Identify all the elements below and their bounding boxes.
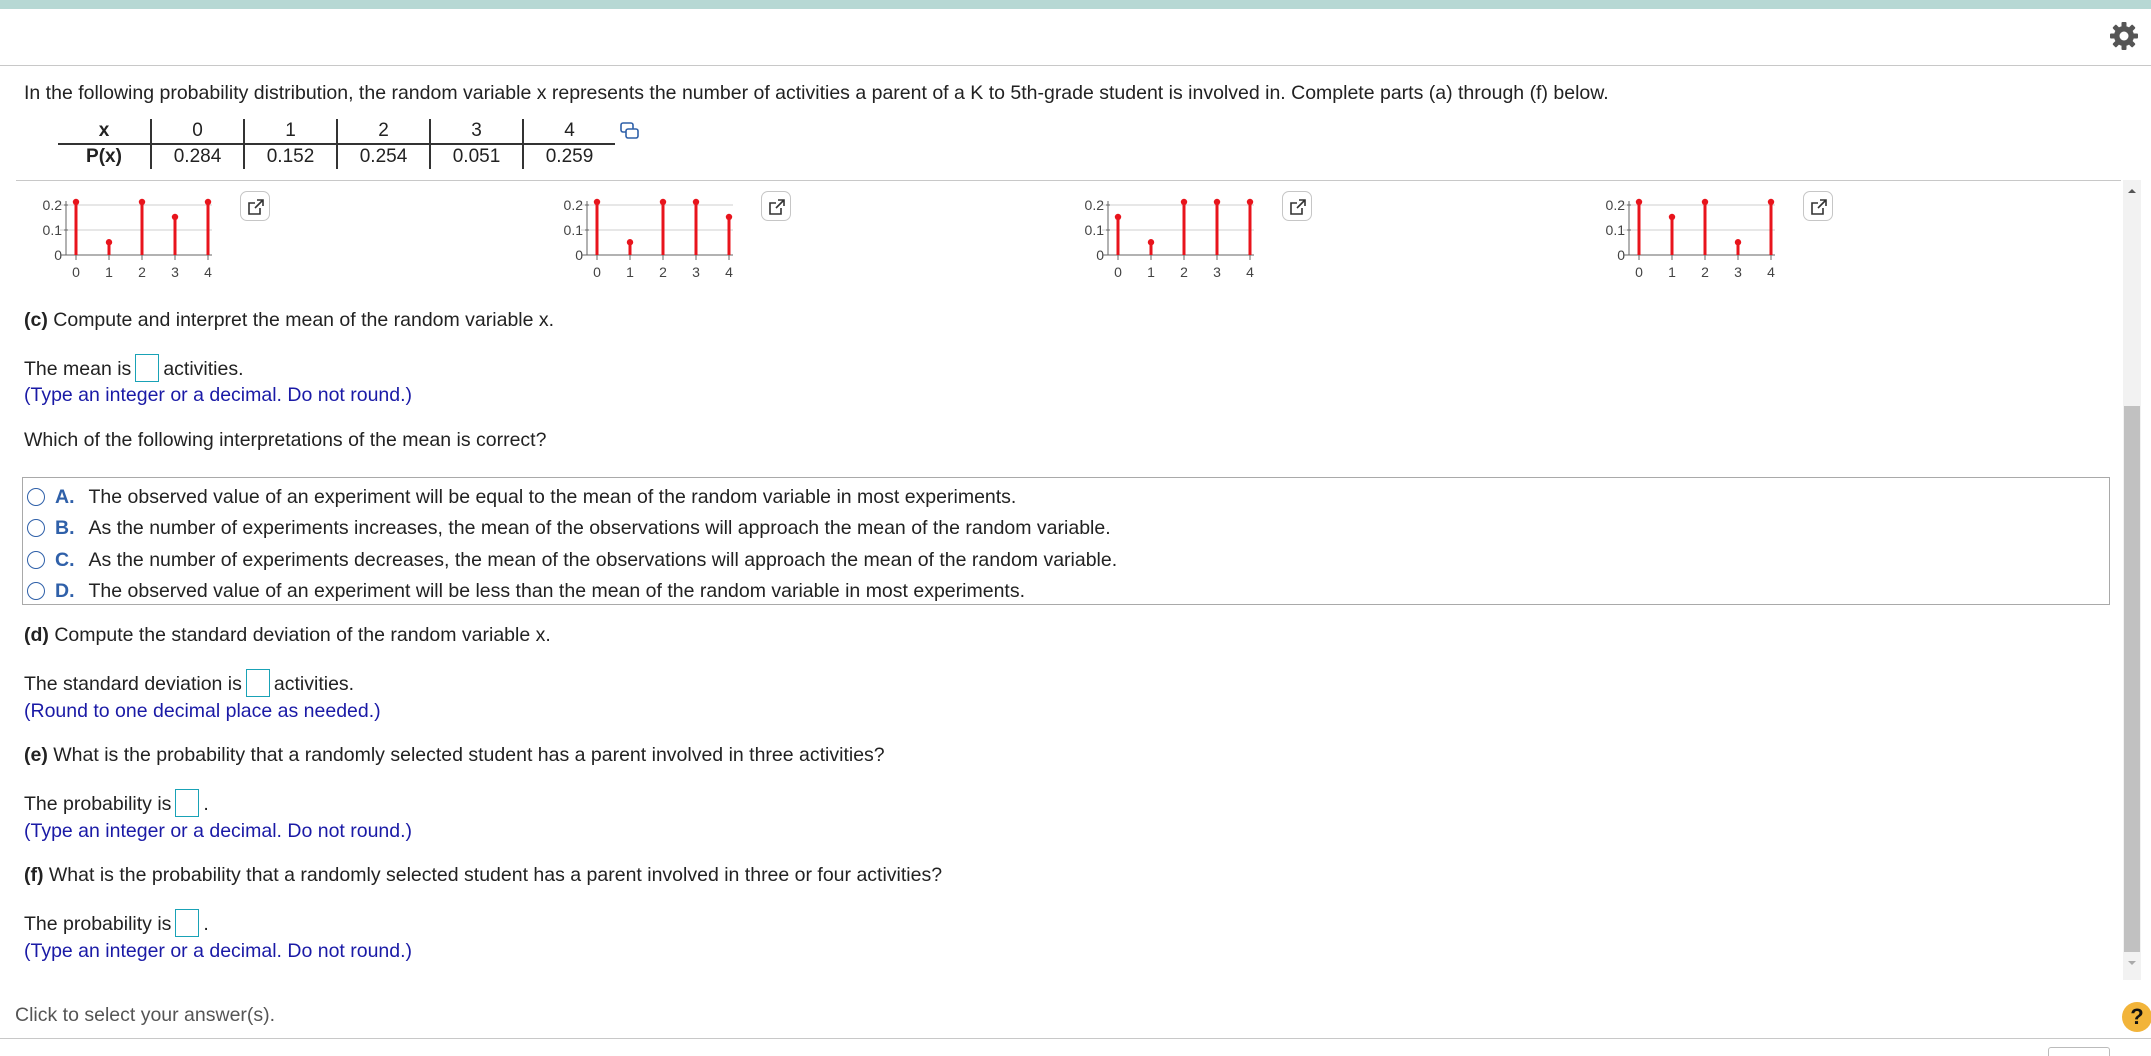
part-f-text: What is the probability that a randomly selected student has a parent involved in three or four activities? [48,864,943,886]
bar-point [1735,239,1741,245]
y-tick-label: 0.1 [563,222,583,238]
radio-button[interactable] [27,551,45,569]
y-tick-label: 0.1 [42,222,62,238]
scroll-down-icon[interactable] [2123,954,2141,972]
header-divider [0,65,2151,66]
table-p-value: 0.259 [523,144,615,169]
prob-three-four-answer-line [24,911,209,939]
x-tick-label: 3 [1734,264,1742,280]
sd-prefix: The standard deviation is [24,673,242,696]
bar-point [106,239,112,245]
prob-three-four-input[interactable] [175,909,199,937]
bar-point [1115,214,1121,220]
table-x-value: 0 [151,119,244,144]
bar-point [205,199,211,205]
probability-table [58,119,615,169]
choice-d[interactable]: D. The observed value of an experiment will be less than the mean of the random variable in most experiments. [27,577,1025,605]
bar-point [627,239,633,245]
x-tick-label: 4 [1767,264,1775,280]
part-d-text: Compute the standard deviation of the random variable x. [54,624,551,646]
popout-button[interactable] [761,191,791,221]
table-x-value: 1 [244,119,337,144]
x-tick-label: 2 [138,264,146,280]
y-tick-label: 0.2 [42,197,62,213]
table-p-header: P(x) [86,146,122,167]
radio-button[interactable] [27,488,45,506]
mean-prefix: The mean is [24,358,132,381]
bar-point [139,199,145,205]
y-tick-label: 0.1 [1605,222,1625,238]
sd-input[interactable] [246,669,270,697]
status-text: Click to select your answer(s). [15,1004,276,1026]
x-tick-label: 2 [1701,264,1709,280]
y-tick-label: 0 [54,247,62,263]
x-tick-label: 2 [659,264,667,280]
choice-a[interactable]: A. The observed value of an experiment will be equal to the mean of the random variable in most experiments. [27,483,1016,511]
bar-point [172,214,178,220]
x-tick-label: 1 [1668,264,1676,280]
bar-point [1768,199,1774,205]
popout-icon [1290,199,1306,215]
bar-point [660,199,666,205]
popout-icon [1811,199,1827,215]
part-e-question [24,744,885,767]
help-icon[interactable]: ? [2122,1002,2151,1032]
prob-three-suffix: . [203,793,209,816]
sd-suffix: activities. [273,673,355,696]
table-x-value: 3 [430,119,523,144]
prob-three-answer-line [24,791,209,819]
bar-point [594,199,600,205]
y-tick-label: 0.2 [1084,197,1104,213]
mean-suffix: activities. [163,358,244,381]
x-tick-label: 1 [1147,264,1155,280]
table-p-value: 0.284 [151,144,244,169]
copy-icon[interactable] [620,122,640,140]
part-f-label: (f) [24,864,44,886]
gear-icon[interactable] [2108,20,2140,52]
x-tick-label: 2 [1180,264,1188,280]
table-x-value: 4 [523,119,615,144]
prob-three-four-suffix: . [203,913,209,936]
bar-point [1247,199,1253,205]
x-tick-label: 4 [1246,264,1254,280]
prob-three-hint: (Type an integer or a decimal. Do not round.) [24,820,413,842]
x-tick-label: 4 [725,264,733,280]
choice-c[interactable]: C. As the number of experiments decreases, the mean of the observations will approach the mean of the random variable. [27,546,1117,574]
bar-point [1702,199,1708,205]
popout-button[interactable] [1803,191,1833,221]
scrollbar-thumb[interactable] [2124,406,2140,952]
table-x-header: x [58,119,151,144]
x-tick-label: 0 [1114,264,1122,280]
bar-point [1214,199,1220,205]
bar-point [1636,199,1642,205]
table-x-value: 2 [337,119,430,144]
scroll-up-icon[interactable] [2123,182,2141,200]
footer-divider [0,1038,2151,1039]
x-tick-label: 3 [1213,264,1221,280]
sd-answer-line [24,671,354,699]
choice-b[interactable]: B. As the number of experiments increases, the mean of the observations will approach the mean of the random variable. [27,514,1111,542]
x-tick-label: 0 [593,264,601,280]
radio-button[interactable] [27,582,45,600]
x-tick-label: 4 [204,264,212,280]
prob-three-input[interactable] [175,789,199,817]
bar-point [726,214,732,220]
mean-hint: (Type an integer or a decimal. Do not round.) [24,384,413,406]
y-tick-label: 0 [1617,247,1625,263]
part-c-text: Compute and interpret the mean of the random variable x. [53,309,555,331]
part-e-text: What is the probability that a randomly selected student has a parent involved in three activities? [53,744,885,766]
chart-option-3[interactable] [1058,180,1308,290]
y-tick-label: 0.1 [1084,222,1104,238]
x-tick-label: 0 [1635,264,1643,280]
prob-three-prefix: The probability is [24,793,172,816]
bar-point [693,199,699,205]
bar-point [73,199,79,205]
scroll-panel[interactable] [16,180,2121,980]
part-d-label: (d) [24,624,49,646]
popout-button[interactable] [240,191,270,221]
bottom-tab[interactable] [2048,1047,2110,1056]
interpretation-choices [22,477,2110,605]
popout-icon [769,199,785,215]
part-c-question [24,309,554,332]
popout-icon [248,199,264,215]
top-accent-bar [0,0,2151,9]
bar-point [1181,199,1187,205]
x-tick-label: 1 [105,264,113,280]
chart-option-1[interactable] [16,180,266,290]
x-tick-label: 3 [171,264,179,280]
y-tick-label: 0 [1096,247,1104,263]
part-d-question [24,624,551,647]
y-tick-label: 0.2 [563,197,583,213]
part-f-question [24,864,942,887]
interp-question: Which of the following interpretations of the mean is correct? [24,429,547,451]
table-p-value: 0.152 [244,144,337,169]
question-intro: In the following probability distribution, the random variable x represents the number of activities a parent of a K to 5th-grade student is involved in. Complete parts (a) through (f) below. [24,82,1609,104]
popout-button[interactable] [1282,191,1312,221]
chart-option-4[interactable] [1579,180,1829,290]
prob-three-four-prefix: The probability is [24,913,172,936]
chart-option-2[interactable] [537,180,787,290]
bar-point [1669,214,1675,220]
mean-input[interactable] [135,354,159,382]
sd-hint: (Round to one decimal place as needed.) [24,700,381,722]
mean-answer-line [24,356,244,384]
x-tick-label: 0 [72,264,80,280]
bar-point [1148,239,1154,245]
prob-three-four-hint: (Type an integer or a decimal. Do not round.) [24,940,413,962]
x-tick-label: 1 [626,264,634,280]
part-c-label: (c) [24,309,48,331]
x-tick-label: 3 [692,264,700,280]
y-tick-label: 0 [575,247,583,263]
table-p-value: 0.051 [430,144,523,169]
part-e-label: (e) [24,744,48,766]
y-tick-label: 0.2 [1605,197,1625,213]
radio-button[interactable] [27,519,45,537]
table-p-value: 0.254 [337,144,430,169]
